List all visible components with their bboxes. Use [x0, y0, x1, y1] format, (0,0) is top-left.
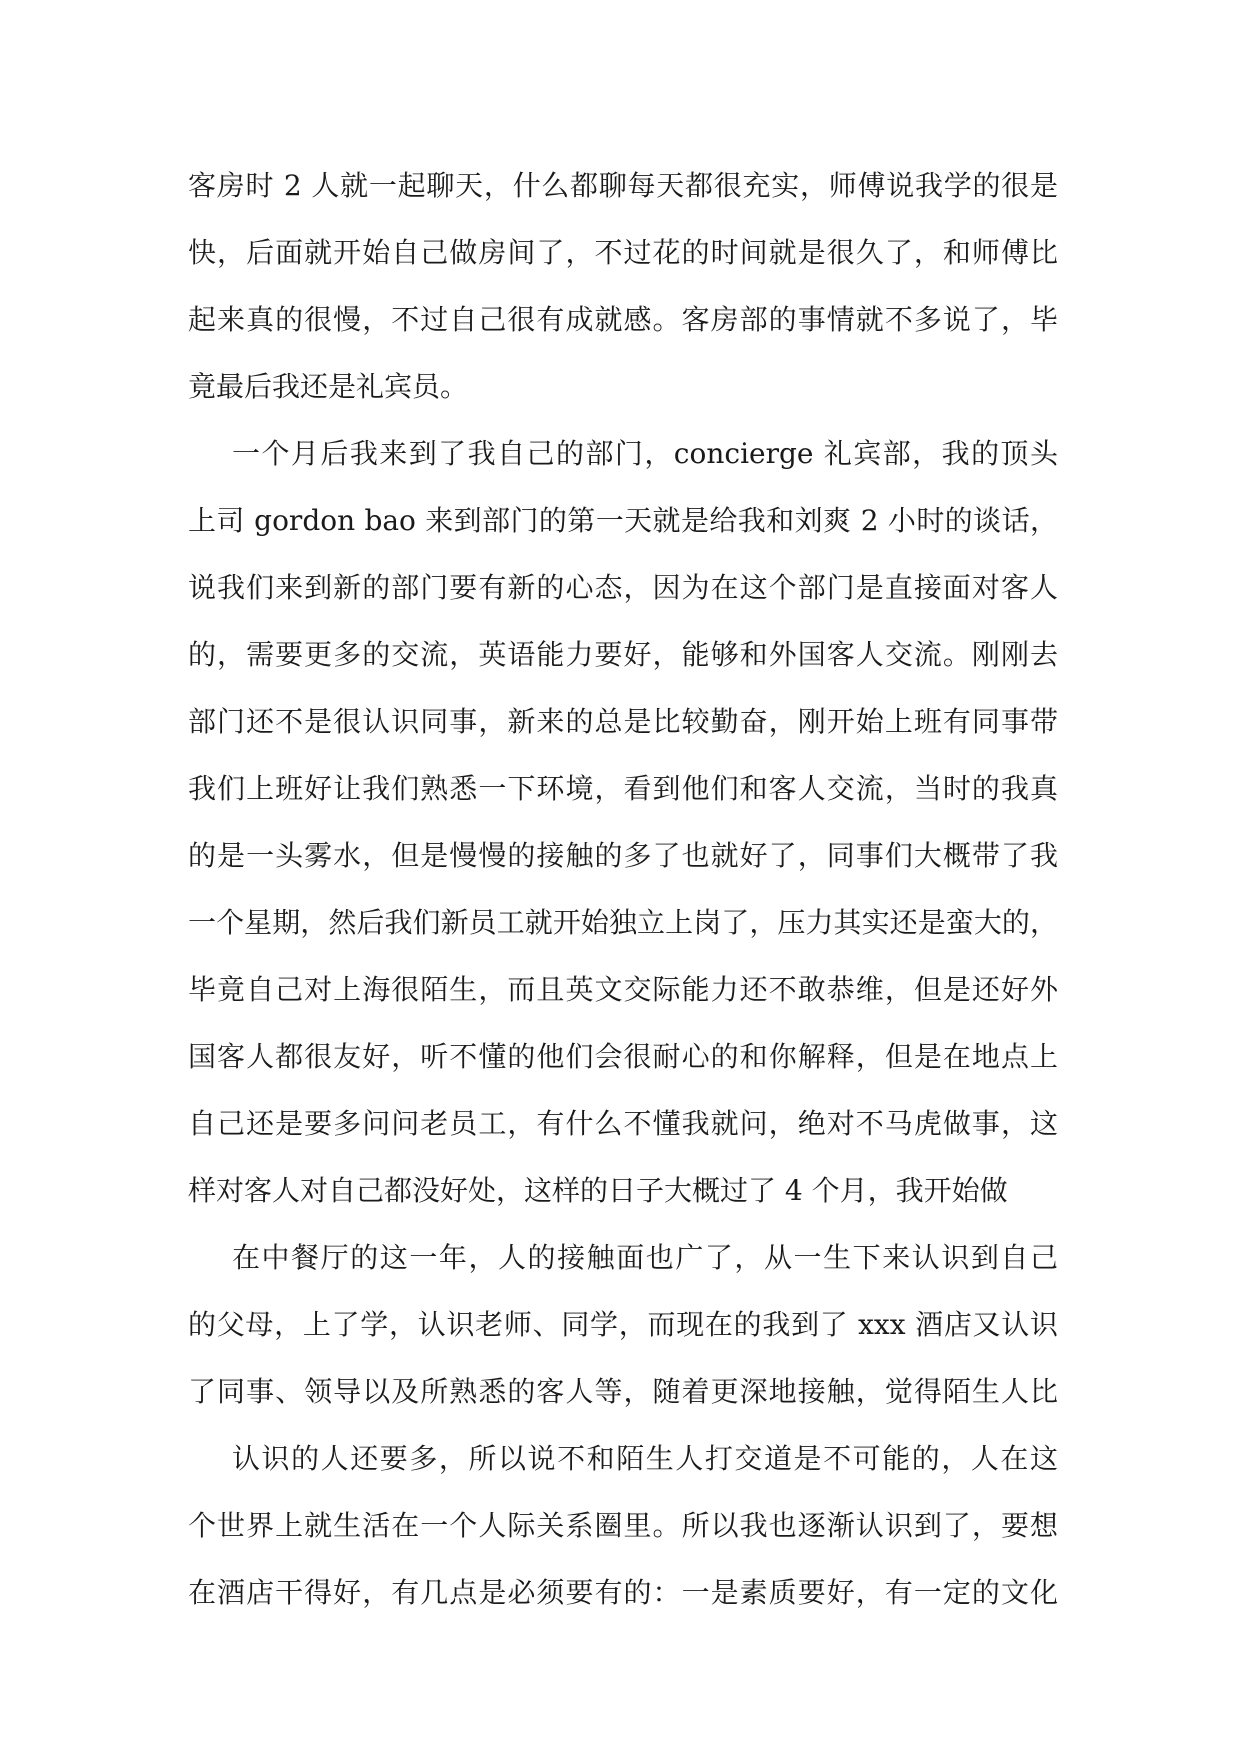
- text-line: 上司 gordon bao 来到部门的第一天就是给我和刘爽 2 小时的谈话，: [188, 504, 1058, 537]
- text-line: 个世界上就生活在一个人际关系圈里。所以我也逐渐认识到了，要想: [188, 1509, 1058, 1542]
- text-line: 自己还是要多问问老员工，有什么不懂我就问，绝对不马虎做事，这: [188, 1107, 1058, 1140]
- text-line: 快，后面就开始自己做房间了，不过花的时间就是很久了，和师傅比: [188, 236, 1058, 269]
- text-line: 的是一头雾水，但是慢慢的接触的多了也就好了，同事们大概带了我: [188, 839, 1058, 872]
- text-line: 样对客人对自己都没好处，这样的日子大概过了 4 个月，我开始做: [188, 1174, 1008, 1207]
- text-line: 毕竟自己对上海很陌生，而且英文交际能力还不敢恭维，但是还好外: [188, 973, 1058, 1006]
- text-line: 说我们来到新的部门要有新的心态，因为在这个部门是直接面对客人: [188, 571, 1058, 604]
- text-line: 起来真的很慢，不过自己很有成就感。客房部的事情就不多说了，毕: [188, 303, 1058, 336]
- text-line: 国客人都很友好，听不懂的他们会很耐心的和你解释，但是在地点上: [188, 1040, 1058, 1073]
- text-line: 一个星期，然后我们新员工就开始独立上岗了，压力其实还是蛮大的，: [188, 906, 1058, 939]
- text-line: 我们上班好让我们熟悉一下环境，看到他们和客人交流，当时的我真: [188, 772, 1058, 805]
- text-line: 认识的人还要多，所以说不和陌生人打交道是不可能的，人在这: [232, 1442, 1058, 1475]
- paragraph: [188, 1224, 1058, 1425]
- document-body: [188, 152, 1058, 1626]
- text-line: 部门还不是很认识同事，新来的总是比较勤奋，刚开始上班有同事带: [188, 705, 1058, 738]
- paragraph: [188, 420, 1058, 1224]
- text-line: 在中餐厅的这一年，人的接触面也广了，从一生下来认识到自己: [232, 1241, 1058, 1274]
- text-line: 在酒店干得好，有几点是必须要有的：一是素质要好，有一定的文化: [188, 1576, 1058, 1609]
- text-line: 竟最后我还是礼宾员。: [188, 370, 469, 403]
- paragraph: [188, 152, 1058, 420]
- paragraph: [188, 1425, 1058, 1626]
- text-line: 的父母，上了学，认识老师、同学，而现在的我到了 xxx 酒店又认识: [188, 1308, 1058, 1341]
- text-line: 客房时 2 人就一起聊天，什么都聊每天都很充实，师傅说我学的很是: [188, 169, 1058, 202]
- text-line: 了同事、领导以及所熟悉的客人等，随着更深地接触，觉得陌生人比: [188, 1375, 1058, 1408]
- text-line: 一个月后我来到了我自己的部门，concierge 礼宾部，我的顶头: [232, 437, 1058, 470]
- text-line: 的，需要更多的交流，英语能力要好，能够和外国客人交流。刚刚去: [188, 638, 1058, 671]
